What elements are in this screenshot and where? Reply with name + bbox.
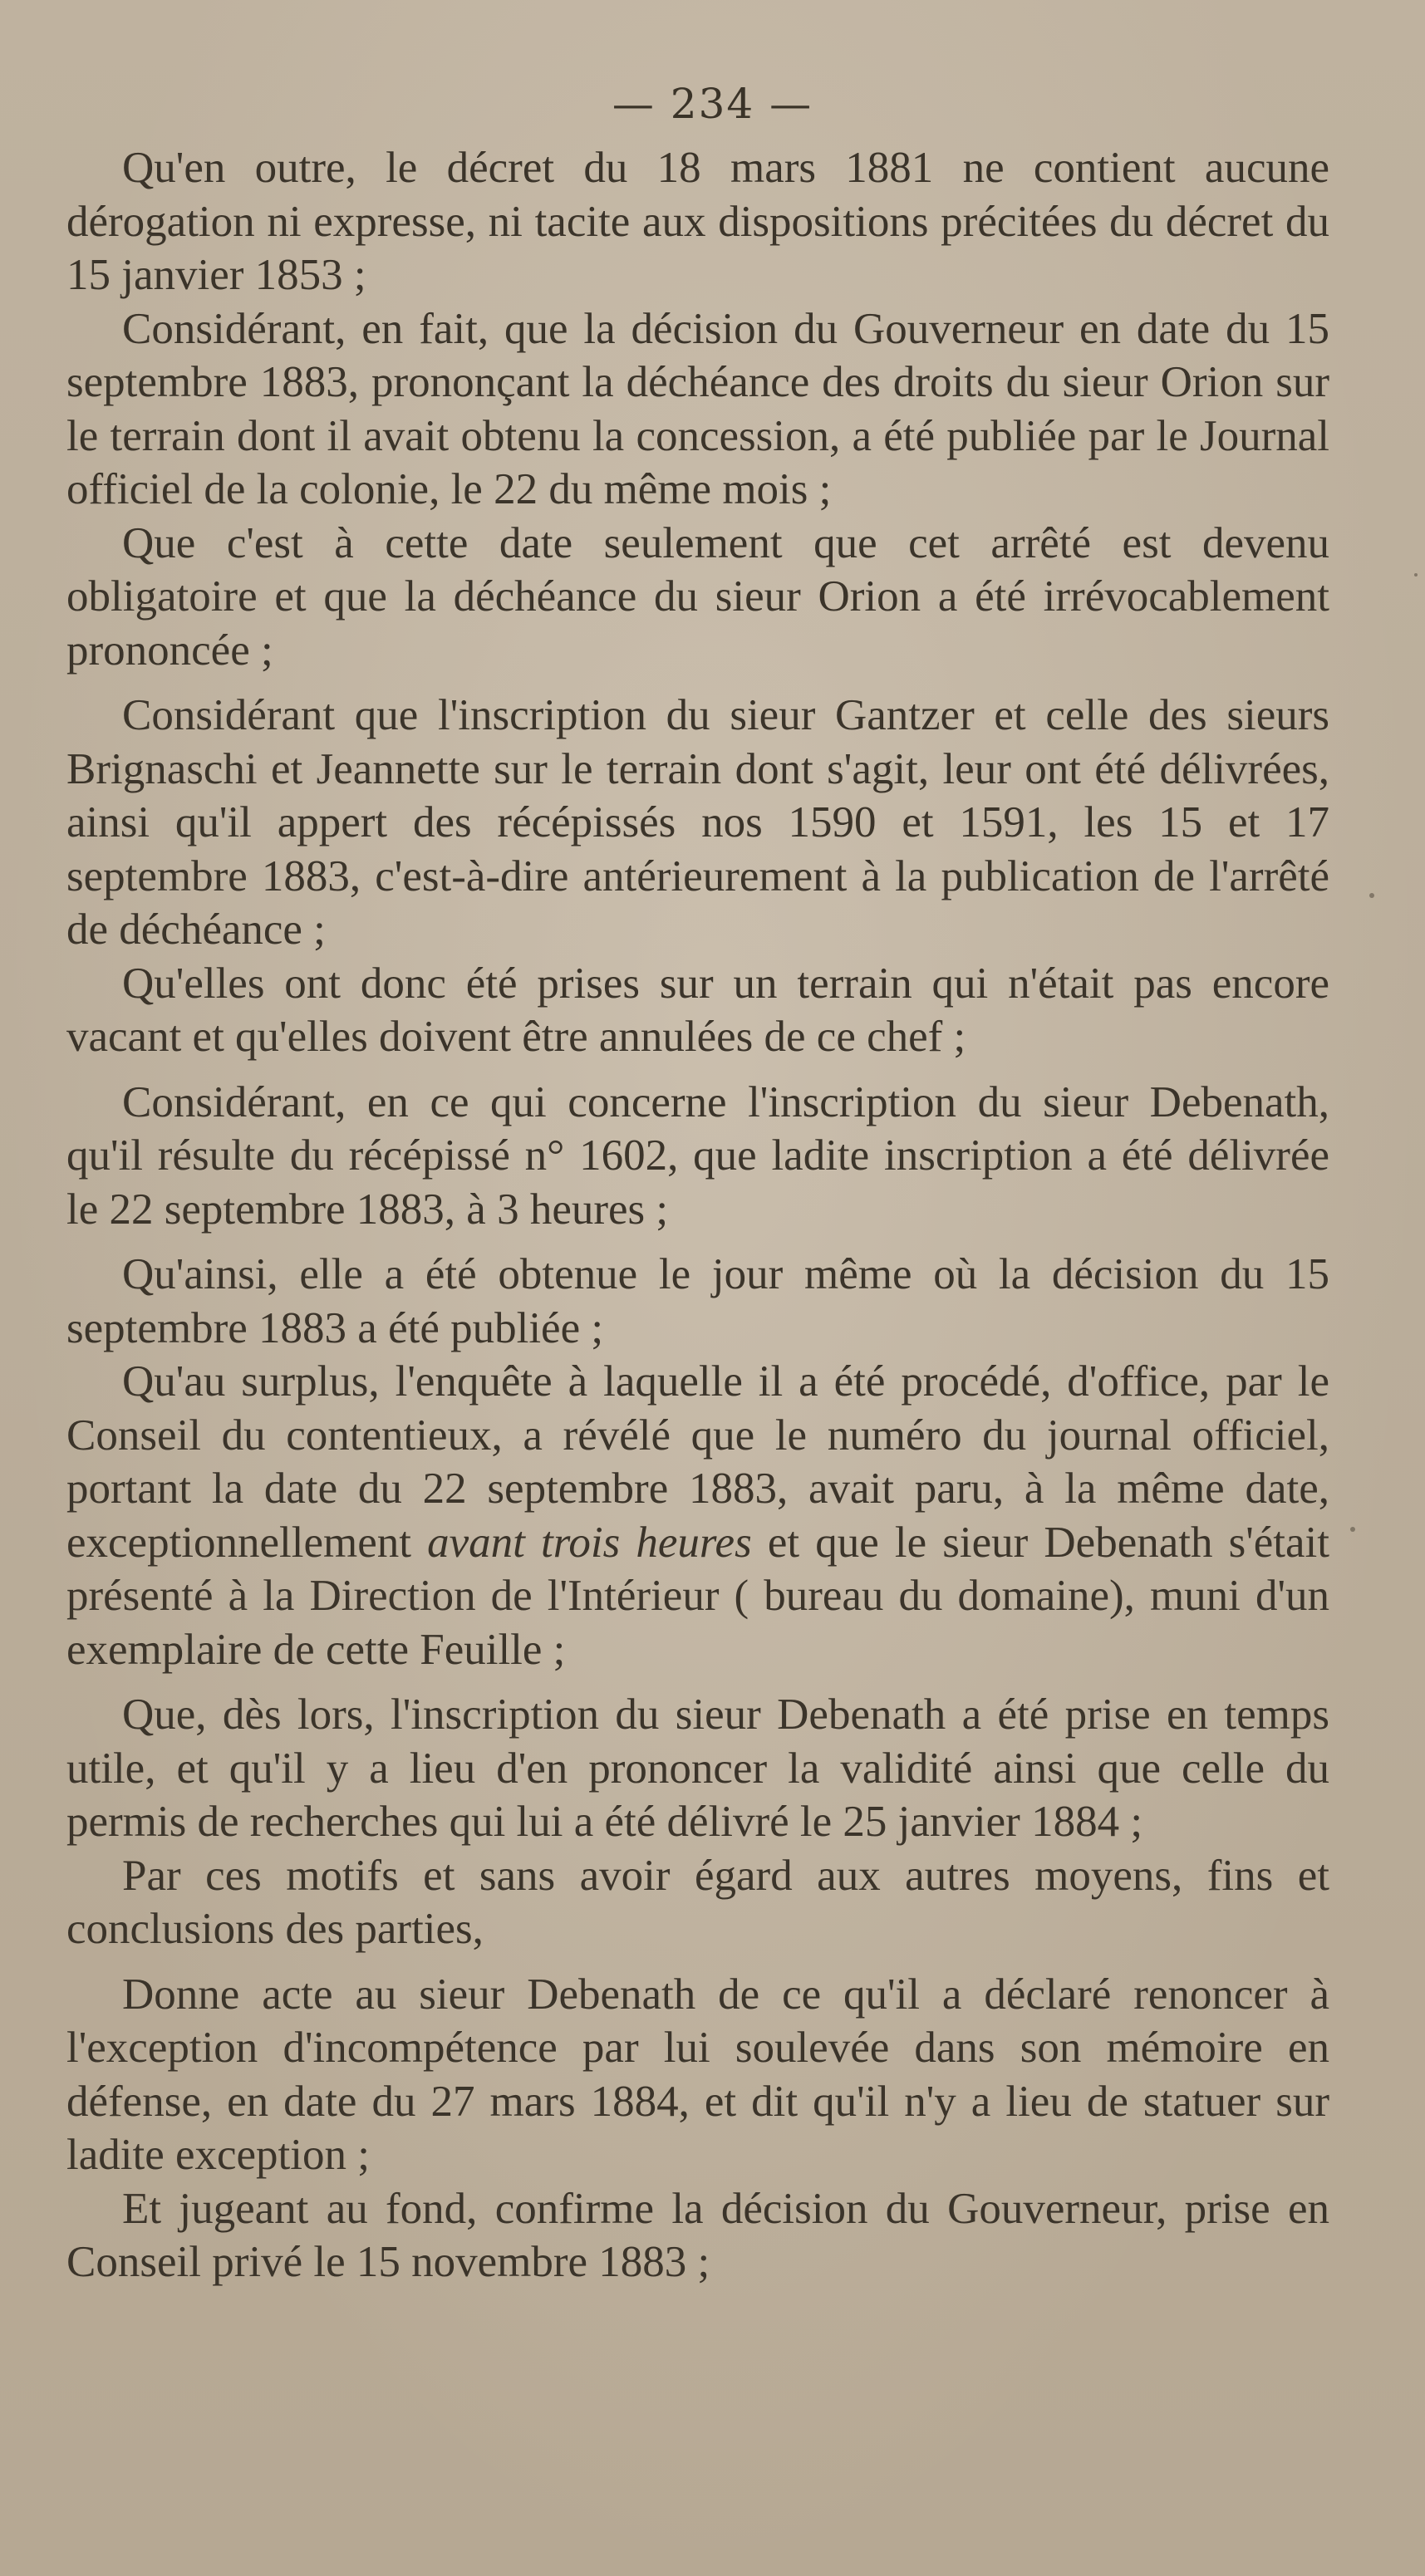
paragraph: Qu'en outre, le décret du 18 mars 1881 ne contient aucune dérogation ni expresse, ni tacite aux dispositions précitées du décret du 15 janvier 1853 ; — [66, 144, 1329, 299]
body-text — [66, 141, 1329, 2289]
paragraph: Que c'est à cette date seulement que cet arrêté est devenu obligatoire et que la déchéance du sieur Orion a été irrévocablement prononcée ; — [66, 518, 1329, 675]
paragraph: Considérant, en ce qui concerne l'inscription du sieur Debenath, qu'il résulte du récépissé n° 1602, que ladite inscription a été délivrée le 22 septembre 1883, à 3 heures ; — [66, 1077, 1329, 1234]
paragraph-with-italic — [66, 1355, 1329, 1676]
paragraph-text: et que le sieur Debenath s'était présenté à la Direction de l'Intérieur ( bureau du domaine), muni d'un exemplaire de cette Feuille ; — [66, 1518, 1329, 1674]
italic-phrase: avant trois heures — [427, 1518, 752, 1567]
margin-speck — [1350, 1527, 1355, 1532]
page-number: — 234 — — [612, 80, 813, 128]
margin-speck — [1369, 893, 1374, 898]
paragraph: Qu'elles ont donc été prises sur un terrain qui n'était pas encore vacant et qu'elles doivent être annulées de ce chef ; — [66, 959, 1329, 1061]
paragraph: Considérant que l'inscription du sieur Gantzer et celle des sieurs Brignaschi et Jeannette sur le terrain dont s'agit, leur ont été délivrées, ainsi qu'il appert des récépissés nos 1590 et 1591, les 15 et 17 septembre 1883, c'est-à-dire antérieurement à la publication de l'arrêté de déchéance ; — [66, 691, 1329, 954]
paragraph-text: Qu'au surplus, l'enquête à laquelle il a été procédé, d'office, par le Conseil du contentieux, a révélé que le numéro du journal officiel, portant la date du 22 septembre 1883, avait paru, à la même date, exceptionnellement — [66, 1357, 1329, 1567]
paragraph: Donne acte au sieur Debenath de ce qu'il a déclaré renoncer à l'exception d'incompétence par lui soulevée dans son mémoire en défense, en date du 27 mars 1884, et dit qu'il n'y a lieu de statuer sur ladite exception ; — [66, 1970, 1329, 2179]
paragraph: Par ces motifs et sans avoir égard aux autres moyens, fins et conclusions des parties, — [66, 1851, 1329, 1953]
paragraph: Et jugeant au fond, confirme la décision du Gouverneur, prise en Conseil privé le 15 novembre 1883 ; — [66, 2184, 1329, 2286]
margin-speck — [1414, 573, 1418, 577]
paragraph: Considérant, en fait, que la décision du Gouverneur en date du 15 septembre 1883, prononçant la déchéance des droits du sieur Orion sur le terrain dont il avait obtenu la concession, a été publiée par le Journal officiel de la colonie, le 22 du même mois ; — [66, 304, 1329, 513]
paragraph: Qu'ainsi, elle a été obtenue le jour même où la décision du 15 septembre 1883 a été publiée ; — [66, 1250, 1329, 1352]
paragraph: Que, dès lors, l'inscription du sieur Debenath a été prise en temps utile, et qu'il y a lieu d'en prononcer la validité ainsi que celle du permis de recherches qui lui a été délivré le 25 janvier 1884 ; — [66, 1690, 1329, 1846]
